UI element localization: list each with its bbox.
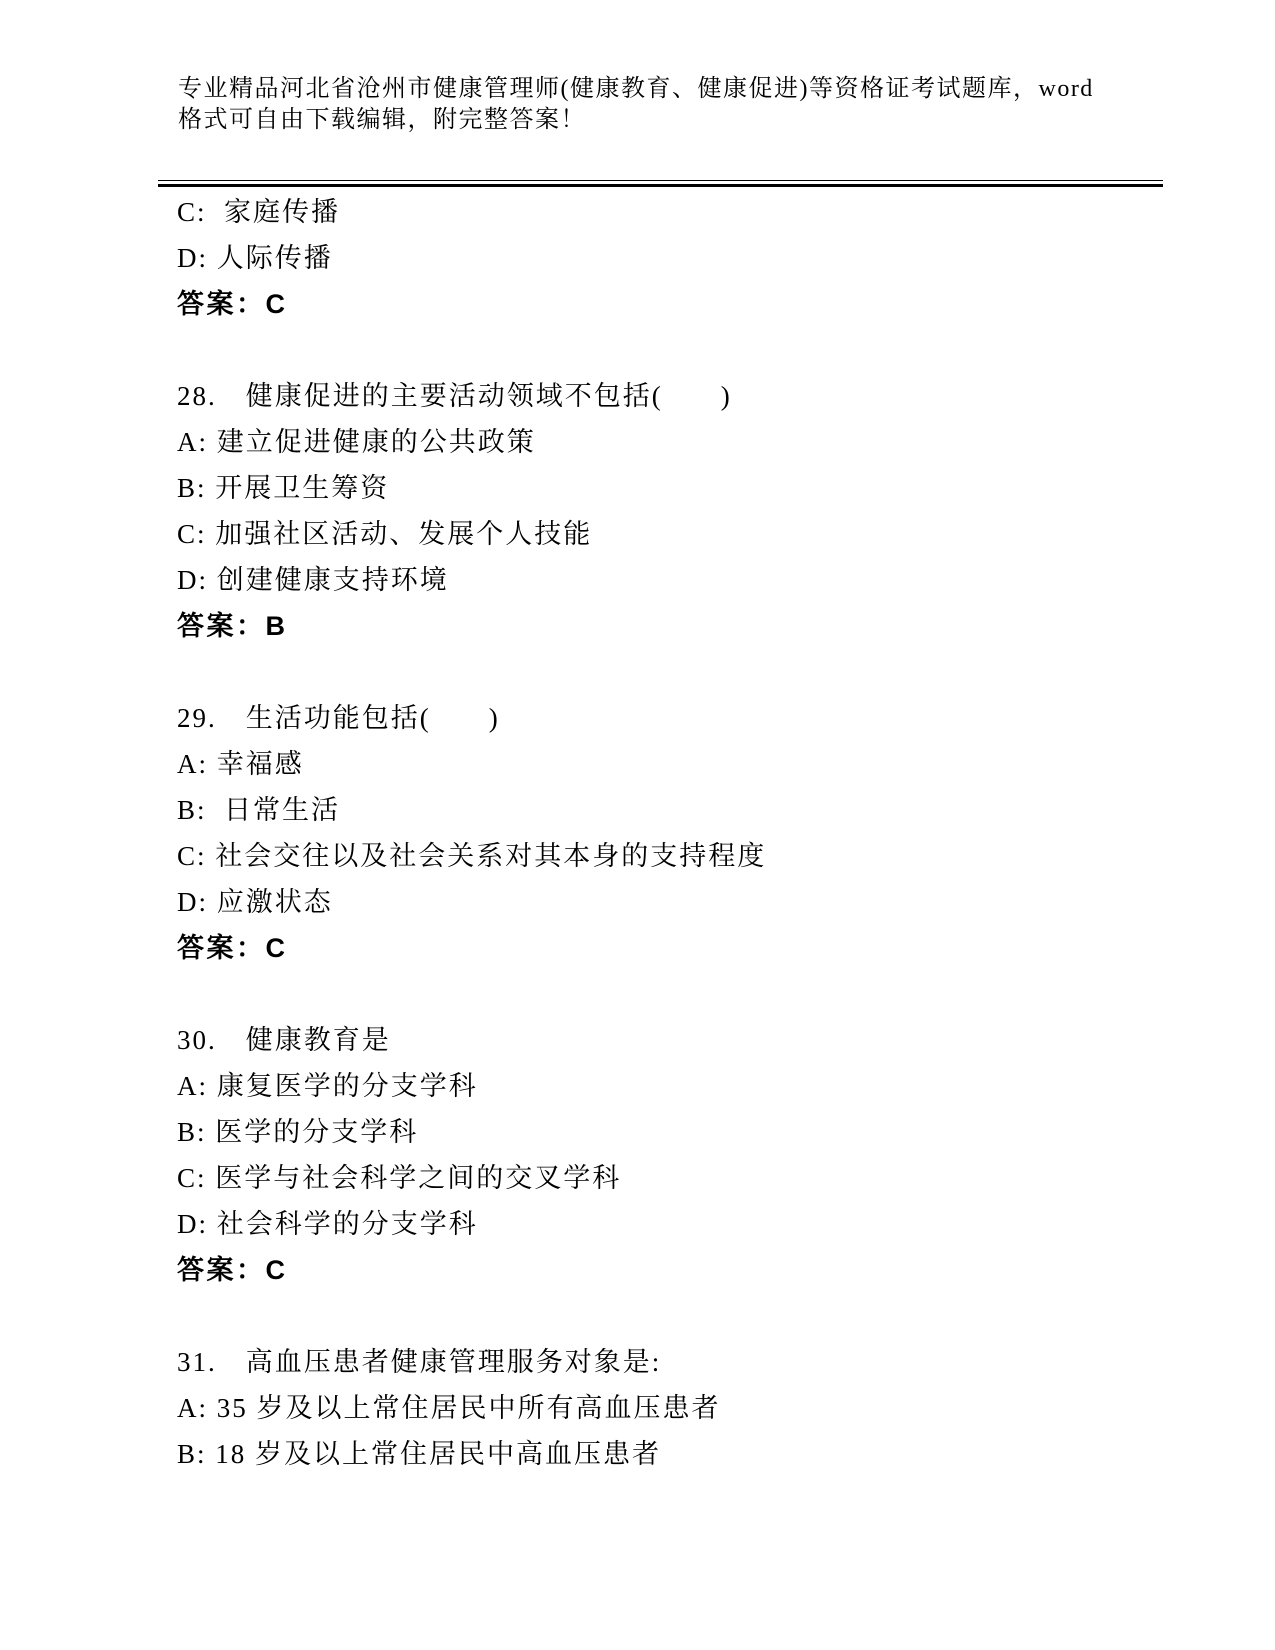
question-title: 30. 健康教育是 [177, 1025, 391, 1055]
option-b: B: 日常生活 [177, 795, 341, 825]
option-b: B: 18 岁及以上常住居民中高血压患者 [177, 1439, 662, 1469]
answer-line: 答案：C [177, 933, 288, 963]
option-a: A: 建立促进健康的公共政策 [177, 427, 536, 457]
header-text-line1: 专业精品河北省沧州市健康管理师(健康教育、健康促进)等资格证考试题库，word [178, 76, 1094, 102]
question-block-29 [177, 695, 1127, 971]
option-d: D: 社会科学的分支学科 [177, 1209, 478, 1239]
document-body [177, 189, 1127, 1477]
option-b: B: 医学的分支学科 [177, 1117, 419, 1147]
question-block-31 [177, 1339, 1127, 1477]
option-d: D: 人际传播 [177, 243, 333, 273]
question-title: 28. 健康促进的主要活动领域不包括( ) [177, 381, 732, 411]
option-c: C: 医学与社会科学之间的交叉学科 [177, 1163, 622, 1193]
option-c: C: 社会交往以及社会关系对其本身的支持程度 [177, 841, 767, 871]
option-d: D: 创建健康支持环境 [177, 565, 449, 595]
answer-line: 答案：C [177, 289, 288, 319]
question-title: 31. 高血压患者健康管理服务对象是: [177, 1347, 662, 1377]
option-a: A: 35 岁及以上常住居民中所有高血压患者 [177, 1393, 721, 1423]
answer-line: 答案：B [177, 611, 288, 641]
option-c: C: 家庭传播 [177, 197, 341, 227]
header-divider-rule [158, 180, 1163, 187]
header-text-line2: 格式可自由下载编辑，附完整答案！ [178, 107, 586, 133]
question-title: 29. 生活功能包括( ) [177, 703, 500, 733]
option-b: B: 开展卫生筹资 [177, 473, 390, 503]
question-block-27-tail [177, 189, 1127, 327]
option-a: A: 康复医学的分支学科 [177, 1071, 478, 1101]
question-block-30 [177, 1017, 1127, 1293]
document-header [178, 74, 1094, 136]
question-block-28 [177, 373, 1127, 649]
option-a: A: 幸福感 [177, 749, 304, 779]
option-d: D: 应激状态 [177, 887, 333, 917]
answer-line: 答案：C [177, 1255, 288, 1285]
option-c: C: 加强社区活动、发展个人技能 [177, 519, 593, 549]
